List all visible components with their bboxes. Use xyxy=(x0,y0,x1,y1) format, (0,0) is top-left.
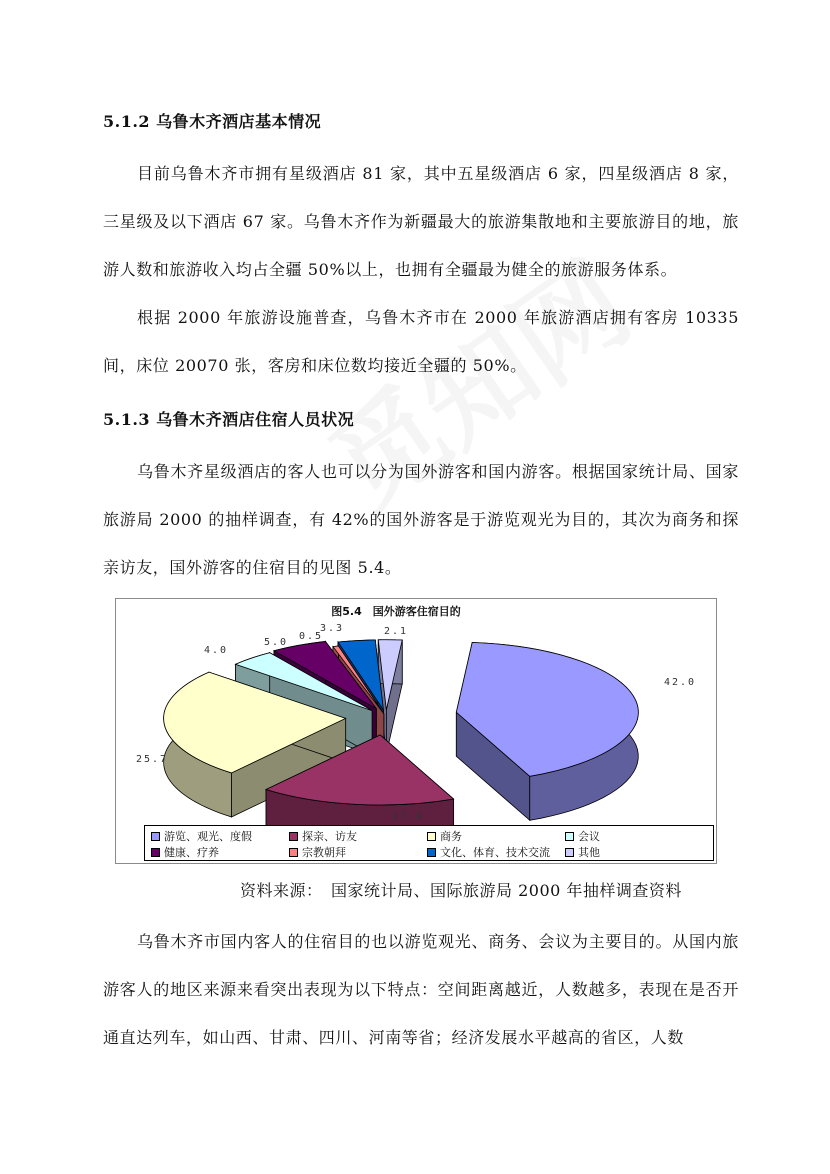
legend-swatch xyxy=(289,832,298,841)
pie-data-label-2: 25.7 xyxy=(136,754,169,765)
section-heading-hotel-basics: 5.1.2 乌鲁木齐酒店基本情况 xyxy=(103,112,322,131)
paragraph-facility-census: 根据 2000 年旅游设施普查，乌鲁木齐市在 2000 年旅游酒店拥有客房 10335 间，床位 20070 张，客房和床位数均接近全疆的 50%。 xyxy=(103,308,739,375)
pie-data-label-5: 0.5 xyxy=(299,631,324,642)
legend-label: 商务 xyxy=(440,830,462,843)
legend-swatch xyxy=(565,848,574,857)
legend-label: 会议 xyxy=(578,830,600,843)
legend-item-3 xyxy=(565,828,600,844)
pie-data-label-7: 2.1 xyxy=(384,626,409,637)
legend-item-2 xyxy=(427,828,462,844)
legend-label: 探亲、访友 xyxy=(302,830,357,843)
pie-data-label-4: 5.0 xyxy=(264,637,289,648)
paragraph-domestic-guests: 乌鲁木齐市国内客人的住宿目的也以游览观光、商务、会议为主要目的。从国内旅游客人的地区来源来看突出表现为以下特点：空间距离越近，人数越多，表现在是否开通直达列车，如山西、甘肃、四川、河南等省；经济发展水平越高的省区，人数 xyxy=(103,932,739,1047)
source-note: 资料来源： 国家统计局、国际旅游局 2000 年抽样调查资料 xyxy=(240,881,682,900)
legend-item-6 xyxy=(427,844,550,860)
paragraph-foreign-guests: 乌鲁木齐星级酒店的客人也可以分为国外游客和国内游客。根据国家统计局、国家旅游局 2000 的抽样调查，有 42%的国外游客是于游览观光为目的，其次为商务和探亲访友，国外游客的住宿目的见图 5.4。 xyxy=(103,462,739,577)
legend-swatch xyxy=(565,832,574,841)
legend-label: 其他 xyxy=(578,846,600,859)
legend-item-5 xyxy=(289,844,346,860)
pie-data-label-3: 4.0 xyxy=(204,645,229,656)
legend-label: 健康、疗养 xyxy=(164,846,219,859)
legend-label: 宗教朝拜 xyxy=(302,846,346,859)
section-heading-guest-status: 5.1.3 乌鲁木齐酒店住宿人员状况 xyxy=(103,410,355,429)
legend-swatch xyxy=(289,848,298,857)
chart-legend xyxy=(144,825,714,861)
legend-item-0 xyxy=(151,828,252,844)
legend-label: 游览、观光、度假 xyxy=(164,830,252,843)
pie-chart xyxy=(116,599,716,825)
legend-item-7 xyxy=(565,844,600,860)
legend-label: 文化、体育、技术交流 xyxy=(440,846,550,859)
chart-title: 图5.4 国外游客住宿目的 xyxy=(331,605,461,618)
pie-data-label-0: 42.0 xyxy=(664,677,697,688)
legend-swatch xyxy=(427,848,436,857)
legend-swatch xyxy=(151,848,160,857)
pie-slice-0 xyxy=(456,643,638,821)
pie-data-label-1: 17.4 xyxy=(392,811,425,822)
legend-swatch xyxy=(151,832,160,841)
legend-item-4 xyxy=(151,844,219,860)
legend-swatch xyxy=(427,832,436,841)
figure-5-4 xyxy=(115,598,717,864)
paragraph-hotel-count: 目前乌鲁木齐市拥有星级酒店 81 家，其中五星级酒店 6 家，四星级酒店 8 家，三星级及以下酒店 67 家。乌鲁木齐作为新疆最大的旅游集散地和主要旅游目的地，旅游人数和旅游收入均占全疆 50%以上，也拥有全疆最为健全的旅游服务体系。 xyxy=(103,164,739,279)
pie-data-label-6: 3.3 xyxy=(320,623,345,634)
legend-item-1 xyxy=(289,828,357,844)
